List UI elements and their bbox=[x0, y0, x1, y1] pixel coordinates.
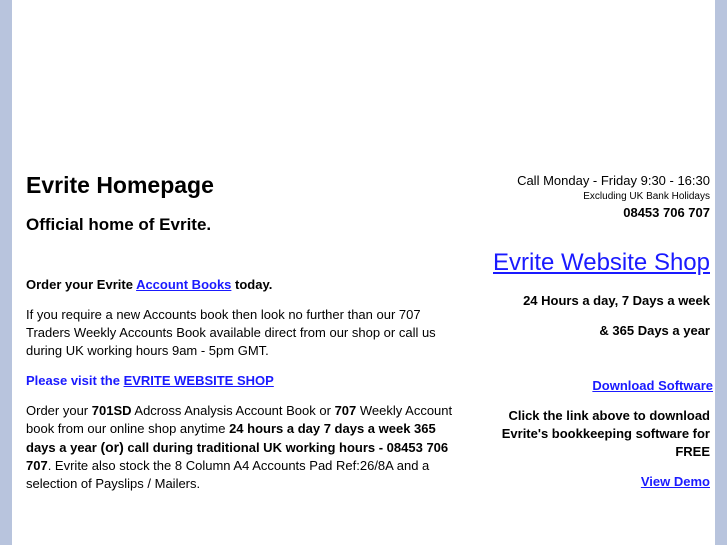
call-hours: Call Monday - Friday 9:30 - 16:30 bbox=[517, 173, 710, 188]
main-column bbox=[26, 170, 466, 493]
content-panel bbox=[12, 0, 715, 545]
bank-holiday-note: Excluding UK Bank Holidays bbox=[583, 191, 710, 202]
sidebar bbox=[477, 172, 713, 491]
phone-number: 08453 706 707 bbox=[623, 205, 710, 220]
order-text: Weekly Account book from our online shop anytime bbox=[26, 403, 453, 436]
shop-days: & 365 Days a year bbox=[599, 323, 710, 338]
download-description: Click the link above to download Evrite's bookkeeping software for FREE bbox=[501, 408, 710, 459]
product-code-707: 707 bbox=[334, 403, 357, 418]
order-paragraph bbox=[26, 276, 466, 294]
download-software-link[interactable]: Download Software bbox=[592, 378, 713, 393]
call-phone-text: call during traditional UK working hours - 08453 706 707 bbox=[26, 440, 449, 473]
account-books-link[interactable]: Account Books bbox=[136, 277, 232, 292]
order-text: Adcross Analysis Account Book or bbox=[131, 403, 335, 418]
page-subtitle: Official home of Evrite. bbox=[26, 215, 212, 234]
order-prefix: Order your Evrite bbox=[26, 277, 137, 292]
visit-paragraph bbox=[26, 372, 466, 390]
or-text: (or) bbox=[100, 439, 124, 455]
view-demo-link[interactable]: View Demo bbox=[640, 474, 710, 489]
availability-text: 24 hours a day 7 days a week 365 days a year bbox=[26, 421, 436, 455]
order-details-paragraph bbox=[26, 402, 466, 493]
order-text: . Evrite also stock the 8 Column A4 Accounts Pad Ref:26/8A and a selection of Payslips / Mailers. bbox=[26, 458, 430, 491]
page-title: Evrite Homepage bbox=[26, 172, 214, 198]
order-suffix: today. bbox=[231, 277, 273, 292]
website-shop-link[interactable]: EVRITE WEBSITE SHOP bbox=[123, 373, 274, 388]
website-shop-link-large[interactable]: Evrite Website Shop bbox=[493, 249, 710, 276]
order-text: Order your bbox=[26, 403, 92, 418]
require-paragraph: If you require a new Accounts book then look no further than our 707 Traders Weekly Accounts Book available direct from our shop or call us during UK working hours 9am - 5pm GMT. bbox=[26, 307, 436, 358]
shop-hours: 24 Hours a day, 7 Days a week bbox=[523, 293, 710, 308]
product-code-701sd: 701SD bbox=[91, 403, 132, 418]
visit-prefix: Please visit the bbox=[26, 373, 124, 388]
